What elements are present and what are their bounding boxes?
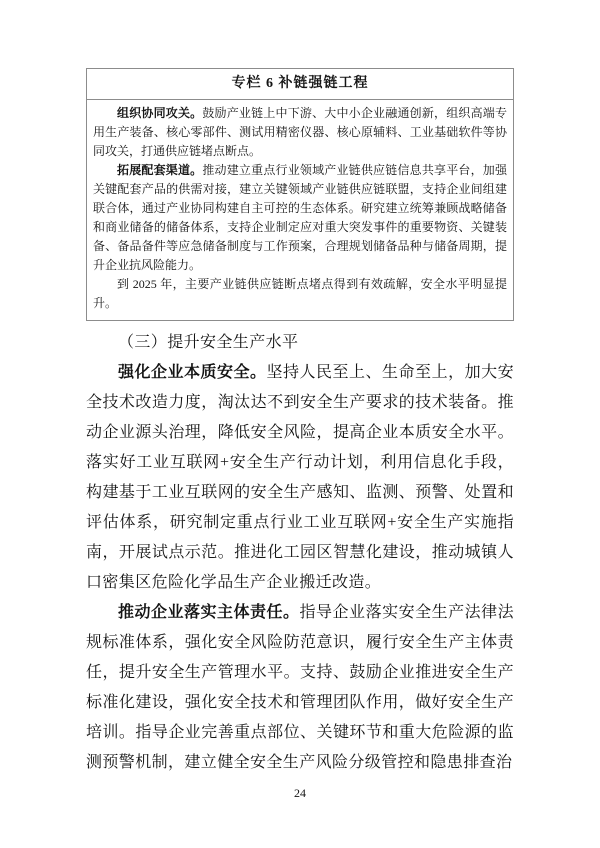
body-paragraph — [86, 598, 514, 778]
section-heading: （三）提升安全生产水平 — [118, 334, 299, 351]
body-paragraph — [86, 358, 514, 598]
box-paragraph — [93, 104, 507, 161]
callout-box — [86, 68, 514, 321]
page-number: 24 — [294, 786, 306, 800]
box-paragraph — [93, 275, 507, 313]
body-paragraph-lead: 推动企业落实主体责任。 — [118, 604, 300, 621]
box-paragraph-lead: 组织协同攻关。 — [117, 106, 203, 120]
callout-box-body — [87, 100, 513, 320]
box-paragraph-lead: 拓展配套渠道。 — [117, 163, 203, 177]
box-paragraph-text: 鼓励产业链上中下游、大中小企业融通创新，组织高端专用生产装备、核心零部件、测试用精密仪器、核心原辅料、工业基础软件等协同攻关，打通供应链堵点断点。 — [93, 106, 507, 158]
box-paragraph-text: 到 2025 年，主要产业链供应链断点堵点得到有效疏解，安全水平明显提升。 — [93, 277, 507, 310]
body-paragraph-text: 坚持人民至上、生命至上，加大安全技术改造力度，淘汰达不到安全生产要求的技术装备。推动企业源头治理，降低安全风险，提高企业本质安全水平。落实好工业互联网+安全生产行动计划，利用信息化手段，构建基于工业互联网的安全生产感知、监测、预警、处置和评估体系，研究制定重点行业工业互联网+安全生产实施指南，开展试点示范。推进化工园区智慧化建设，推动城镇人口密集区危险化学品生产企业搬迁改造。 — [86, 364, 514, 591]
body-paragraph-lead: 强化企业本质安全。 — [118, 364, 267, 381]
body-paragraph-text: 指导企业落实安全生产法律法规标准体系，强化安全风险防范意识，履行安全生产主体责任，提升安全生产管理水平。支持、鼓励企业推进安全生产标准化建设，强化安全技术和管理团队作用，做好安全生产培训。指导企业完善重点部位、关键环节和重大危险源的监测预警机制，建立健全安全生产风险分级管控和隐患排查治 — [86, 604, 514, 771]
box-paragraph-text: 推动建立重点行业领域产业链供应链信息共享平台，加强关键配套产品的供需对接，建立关键领域产业链供应链联盟，支持企业间组建联合体，通过产业协同构建自主可控的生态体系。研究建立统筹兼顾战略储备和商业储备的储备体系，支持企业制定应对重大突发事件的重要物资、关键装备、备品备件等应急储备制度与工作预案，合理规划储备品种与储备周期，提升企业抗风险能力。 — [93, 163, 507, 272]
document-page-content — [86, 68, 514, 778]
box-paragraph — [93, 161, 507, 275]
callout-box-title: 专栏 6 补链强链工程 — [87, 69, 513, 100]
body-section — [86, 328, 514, 778]
